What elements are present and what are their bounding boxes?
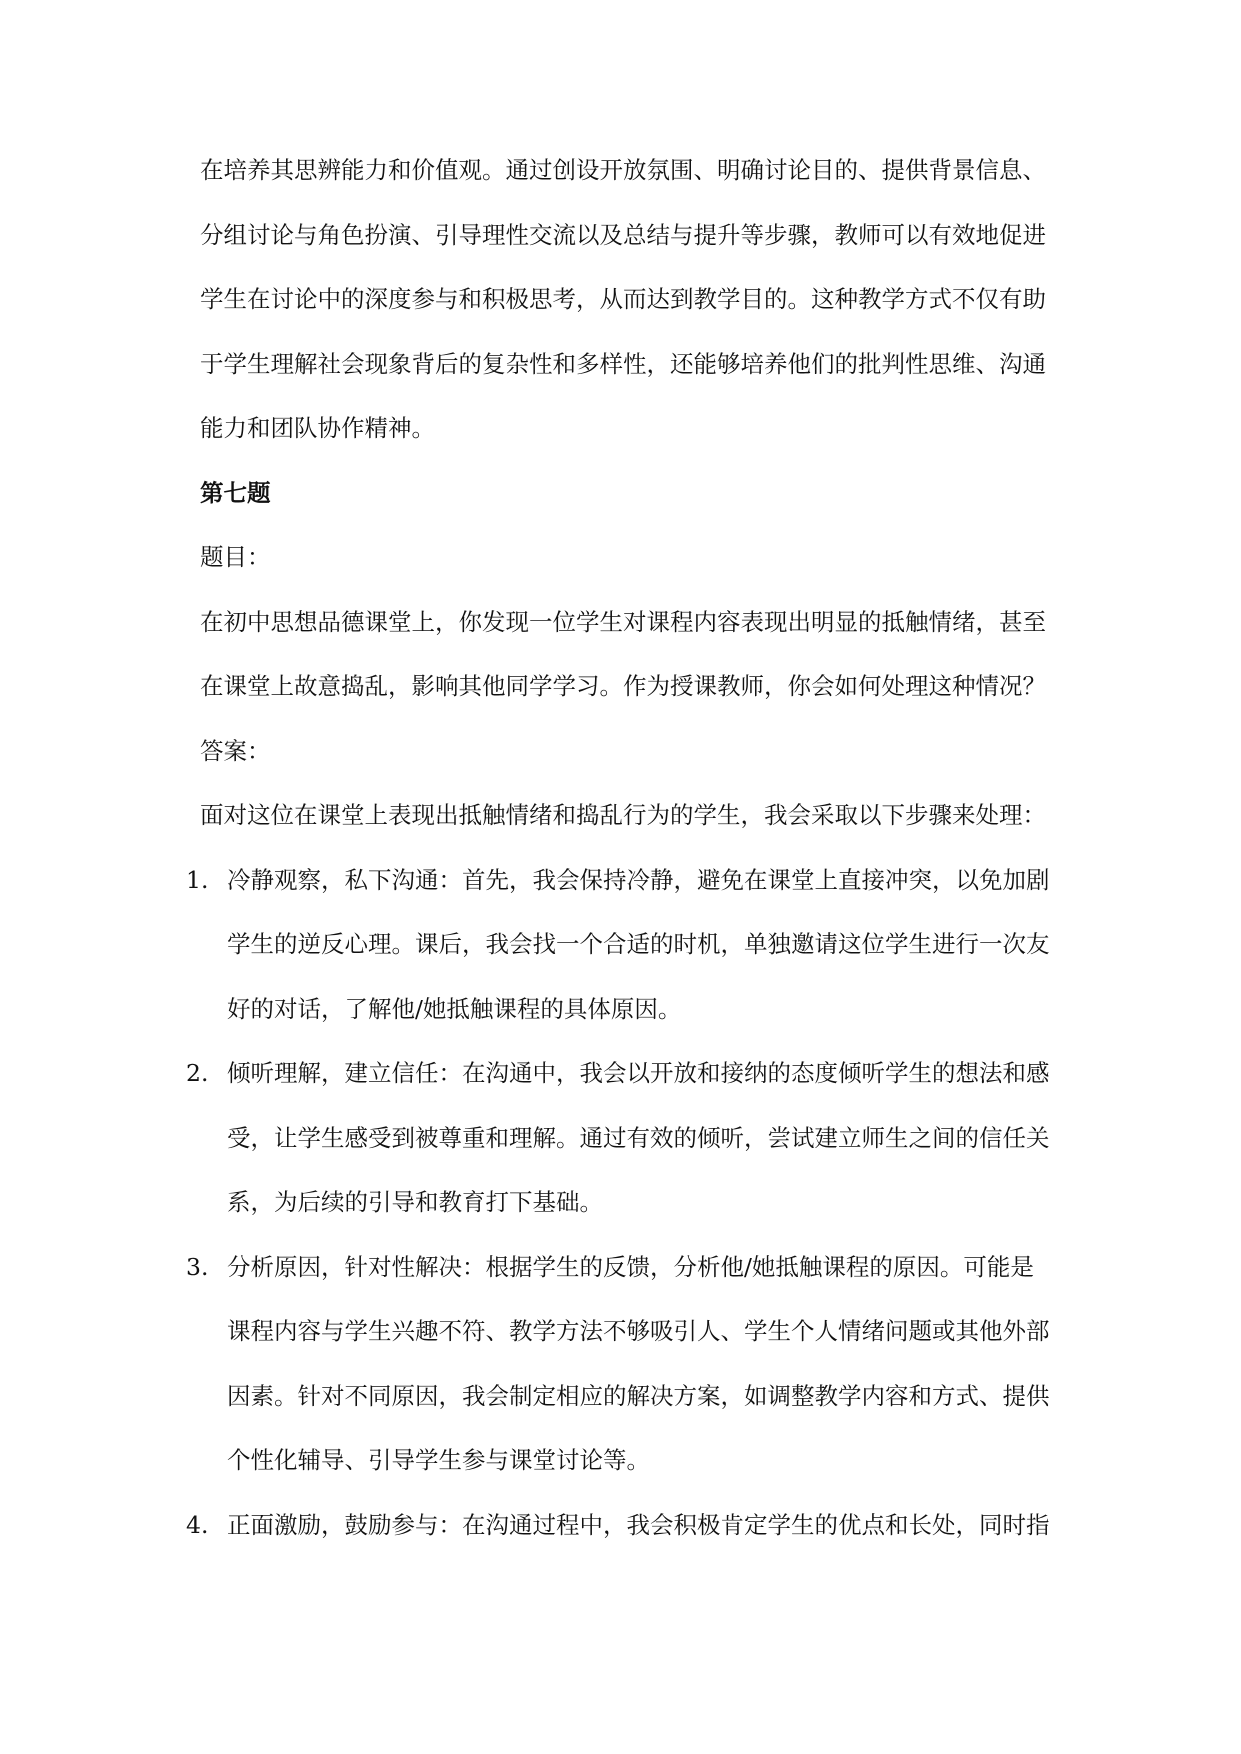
- list-item-line: 好的对话，了解他/她抵触课程的具体原因。: [227, 994, 682, 1023]
- list-item-line: 因素。针对不同原因，我会制定相应的解决方案，如调整教学内容和方式、提供: [227, 1381, 1050, 1410]
- answer-intro: 面对这位在课堂上表现出抵触情绪和捣乱行为的学生，我会采取以下步骤来处理：: [200, 801, 1046, 829]
- body-line: 能力和团队协作精神。: [200, 414, 435, 442]
- list-item-line: 冷静观察，私下沟通：首先，我会保持冷静，避免在课堂上直接冲突，以免加剧: [227, 865, 1050, 894]
- body-line: 于学生理解社会现象背后的复杂性和多样性，还能够培养他们的批判性思维、沟通: [200, 349, 1046, 378]
- section-title: 第七题: [200, 478, 271, 507]
- list-item-line: 分析原因，针对性解决：根据学生的反馈，分析他/她抵触课程的原因。可能是: [227, 1252, 1034, 1281]
- answer-label: 答案：: [200, 736, 271, 765]
- list-number: 4.: [186, 1510, 209, 1539]
- list-item-line: 倾听理解，建立信任：在沟通中，我会以开放和接纳的态度倾听学生的想法和感: [227, 1059, 1050, 1087]
- list-item: [186, 848, 1100, 1042]
- body-line: 在培养其思辨能力和价值观。通过创设开放氛围、明确讨论目的、提供背景信息、: [200, 156, 1046, 184]
- list-item-line: 正面激励，鼓励参与：在沟通过程中，我会积极肯定学生的优点和长处，同时指: [227, 1510, 1050, 1539]
- list-item-line: 课程内容与学生兴趣不符、教学方法不够吸引人、学生个人情绪问题或其他外部: [227, 1317, 1050, 1345]
- list-item-line: 学生的逆反心理。课后，我会找一个合适的时机，单独邀请这位学生进行一次友: [227, 930, 1050, 958]
- question-line: 在课堂上故意捣乱，影响其他同学学习。作为授课教师，你会如何处理这种情况？: [200, 672, 1046, 700]
- list-item-line: 受，让学生感受到被尊重和理解。通过有效的倾听，尝试建立师生之间的信任关: [227, 1123, 1050, 1152]
- list-item-line: 系，为后续的引导和教育打下基础。: [227, 1188, 603, 1216]
- steps-list: [186, 848, 1100, 1558]
- list-item: [186, 1493, 1100, 1558]
- list-number: 3.: [186, 1252, 209, 1281]
- list-item: [186, 1235, 1100, 1493]
- list-number: 2.: [186, 1059, 209, 1087]
- body-line: 学生在讨论中的深度参与和积极思考，从而达到教学目的。这种教学方式不仅有助: [200, 285, 1046, 313]
- document-body: [186, 138, 1100, 1557]
- list-item: [186, 1041, 1100, 1235]
- question-label: 题目：: [200, 543, 271, 571]
- body-line: 分组讨论与角色扮演、引导理性交流以及总结与提升等步骤，教师可以有效地促进: [200, 220, 1046, 249]
- list-number: 1.: [186, 865, 209, 894]
- list-item-line: 个性化辅导、引导学生参与课堂讨论等。: [227, 1446, 650, 1474]
- question-line: 在初中思想品德课堂上，你发现一位学生对课程内容表现出明显的抵触情绪，甚至: [200, 607, 1046, 636]
